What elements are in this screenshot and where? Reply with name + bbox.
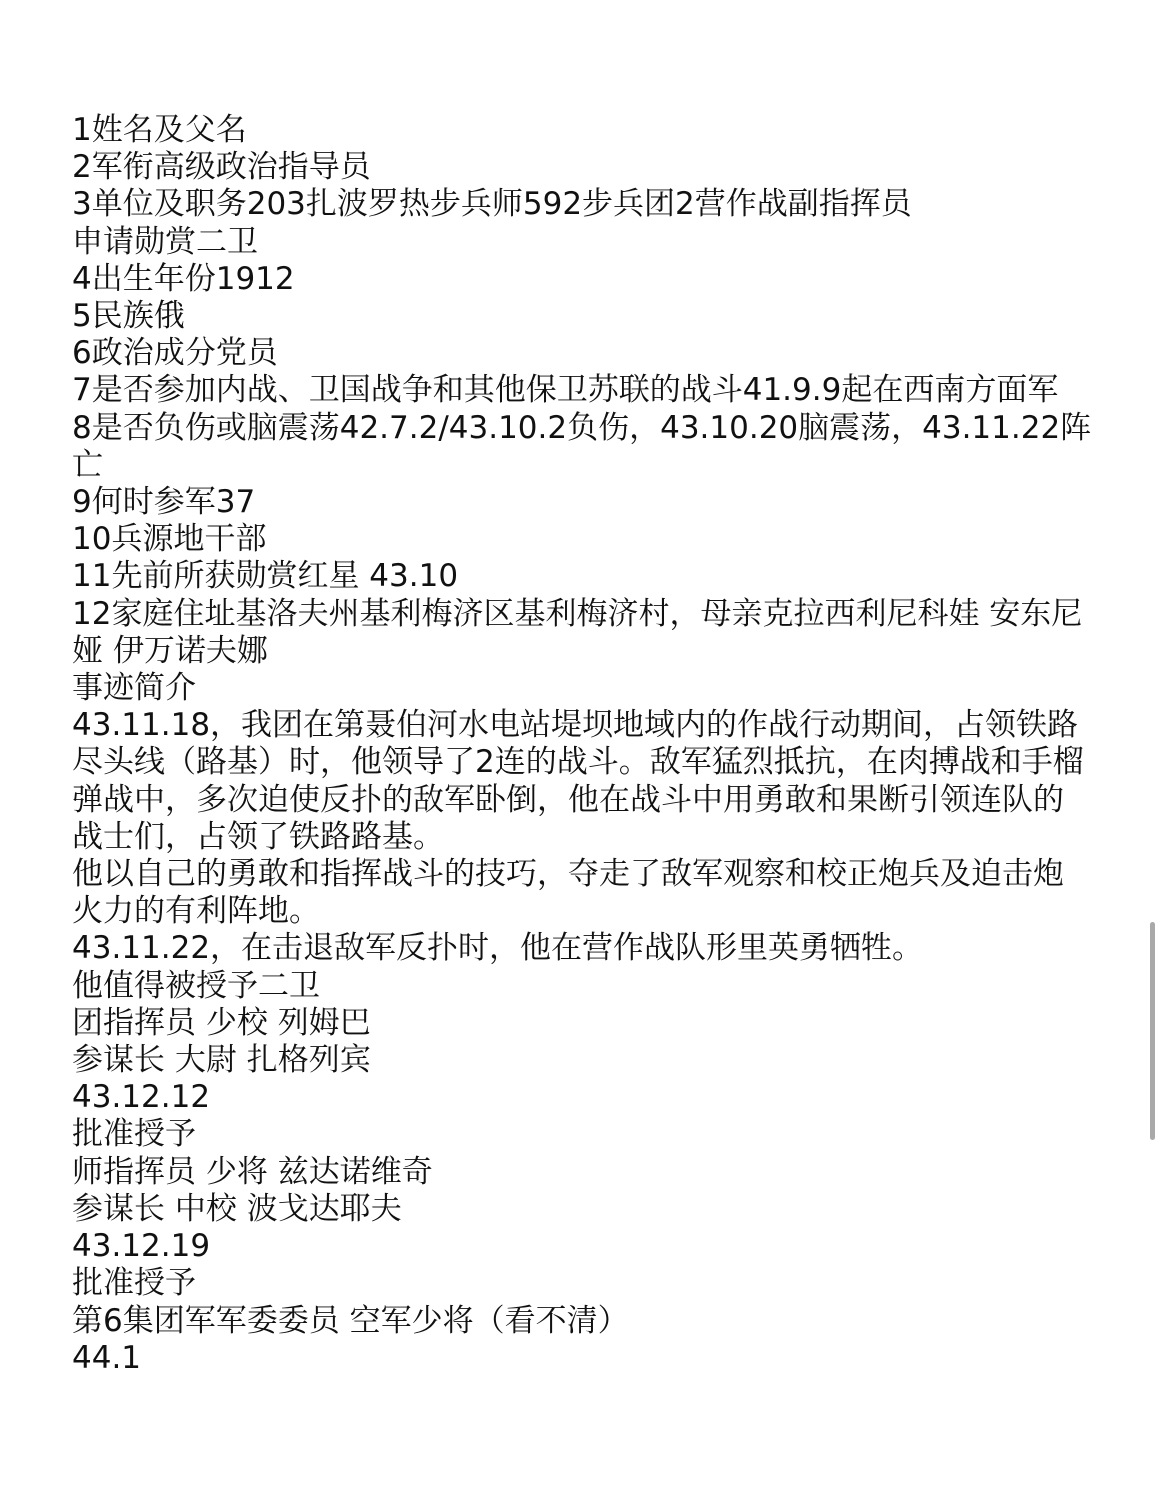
document-body [72, 112, 1092, 1377]
field-party: 6政治成分党员 [72, 335, 278, 372]
deeds-paragraph-1: 43.11.18，我团在第聂伯河水电站堤坝地域内的作战行动期间，占领铁路尽头线（路基）时，他领导了2连的战斗。敌军猛烈抵抗，在肉搏战和手榴弹战中，多次迫使反扑的敌军卧倒，他在战斗中用勇敢和果断引领连队的战士们，占领了铁路路基。 [72, 707, 1084, 855]
date-3: 44.1 [72, 1339, 142, 1376]
award-requested: 申请勋赏二卫 [72, 223, 258, 260]
signature-regiment-chief-of-staff: 参谋长 大尉 扎格列宾 [72, 1042, 371, 1079]
field-home-address: 12家庭住址基洛夫州基利梅济区基利梅济村，母亲克拉西利尼科娃 安东尼娅 伊万诺夫娜 [72, 595, 1083, 669]
field-nationality: 5民族俄 [72, 298, 185, 335]
deeds-paragraph-2: 他以自己的勇敢和指挥战斗的技巧，夺走了敌军观察和校正炮兵及迫击炮火力的有利阵地。 [72, 856, 1064, 930]
field-birth-year: 4出生年份1912 [72, 260, 295, 297]
recommendation: 他值得被授予二卫 [72, 967, 320, 1004]
field-name: 1姓名及父名 [72, 112, 247, 148]
field-prior-awards: 11先前所获勋赏红星 43.10 [72, 558, 459, 595]
field-unit-position: 3单位及职务203扎波罗热步兵师592步兵团2营作战副指挥员 [72, 186, 912, 223]
signature-army-council-member: 第6集团军军委委员 空军少将（看不清） [72, 1302, 629, 1339]
approval-2: 批准授予 [72, 1265, 196, 1302]
date-2: 43.12.19 [72, 1228, 211, 1265]
field-enlistment: 9何时参军37 [72, 484, 256, 521]
field-combat-participation: 7是否参加内战、卫国战争和其他保卫苏联的战斗41.9.9起在西南方面军 [72, 372, 1059, 409]
signature-regiment-commander: 团指挥员 少校 列姆巴 [72, 1004, 371, 1041]
deeds-paragraph-3: 43.11.22，在击退敌军反扑时，他在营作战队形里英勇牺牲。 [72, 930, 924, 967]
signature-division-commander: 师指挥员 少将 兹达诺维奇 [72, 1153, 433, 1190]
field-origin: 10兵源地干部 [72, 521, 267, 558]
scrollbar[interactable] [1150, 922, 1155, 1140]
field-wounds: 8是否负伤或脑震荡42.7.2/43.10.2负伤，43.10.20脑震荡，43.11.22阵亡 [72, 409, 1092, 483]
section-heading-deeds: 事迹简介 [72, 670, 196, 707]
signature-division-chief-of-staff: 参谋长 中校 波戈达耶夫 [72, 1190, 402, 1227]
field-rank: 2军衔高级政治指导员 [72, 149, 371, 186]
approval-1: 批准授予 [72, 1116, 196, 1153]
date-1: 43.12.12 [72, 1079, 211, 1116]
